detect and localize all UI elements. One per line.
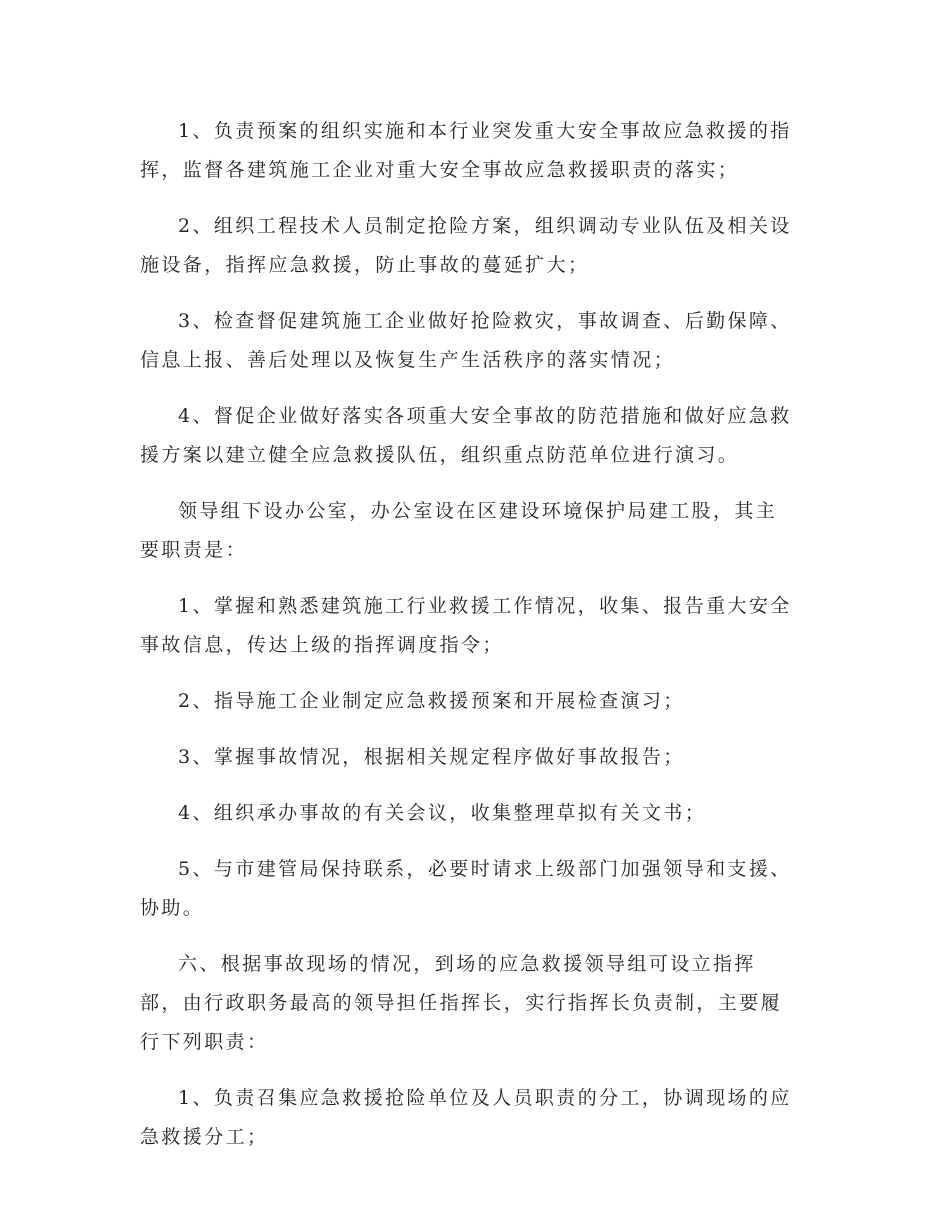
paragraph (140, 850, 808, 928)
paragraph-line: 行下列职责： (140, 1031, 269, 1053)
paragraph-line: 事故信息，传达上级的指挥调度指令； (140, 634, 504, 656)
paragraph-line: 5、与市建管局保持联系，必要时请求上级部门加强领导和支援、 (178, 858, 792, 880)
paragraph (140, 207, 808, 285)
paragraph-line: 3、检查督促建筑施工企业做好抢险救灾，事故调查、后勤保障、 (178, 310, 792, 332)
paragraph-line: 六、根据事故现场的情况，到场的应急救援领导组可设立指挥 (178, 953, 756, 975)
paragraph-line: 施设备，指挥应急救援，防止事故的蔓延扩大； (140, 254, 590, 276)
document-body (140, 112, 808, 1174)
paragraph (140, 397, 808, 475)
paragraph (140, 492, 808, 570)
paragraph (140, 587, 808, 665)
paragraph-line: 信息上报、善后处理以及恢复生产生活秩序的落实情况； (140, 349, 676, 371)
paragraph-line: 2、组织工程技术人员制定抢险方案，组织调动专业队伍及相关设 (178, 215, 792, 237)
paragraph (140, 1079, 808, 1157)
paragraph-line: 3、掌握事故情况，根据相关规定程序做好事故报告； (178, 746, 685, 768)
paragraph-line: 部，由行政职务最高的领导担任指挥长，实行指挥长负责制，主要履 (140, 992, 783, 1014)
paragraph-line: 挥，监督各建筑施工企业对重大安全事故应急救援职责的落实； (140, 159, 740, 181)
paragraph-line: 急救援分工； (140, 1126, 269, 1148)
paragraph (140, 682, 808, 721)
paragraph-line: 1、掌握和熟悉建筑施工行业救援工作情况，收集、报告重大安全 (178, 595, 792, 617)
paragraph-line: 2、指导施工企业制定应急救援预案和开展检查演习； (178, 690, 685, 712)
paragraph-line: 领导组下设办公室，办公室设在区建设环境保护局建工股，其主 (178, 500, 778, 522)
paragraph-line: 1、负责预案的组织实施和本行业突发重大安全事故应急救援的指 (178, 120, 792, 142)
paragraph (140, 112, 808, 190)
paragraph-line: 要职责是： (140, 539, 248, 561)
paragraph (140, 738, 808, 777)
paragraph-line: 援方案以建立健全应急救援队伍，组织重点防范单位进行演习。 (140, 444, 740, 466)
paragraph (140, 794, 808, 833)
paragraph-line: 4、组织承办事故的有关会议，收集整理草拟有关文书； (178, 802, 707, 824)
paragraph-line: 1、负责召集应急救援抢险单位及人员职责的分工，协调现场的应 (178, 1087, 792, 1109)
paragraph (140, 945, 808, 1062)
paragraph-line: 4、督促企业做好落实各项重大安全事故的防范措施和做好应急救 (178, 405, 792, 427)
paragraph-line: 协助。 (140, 897, 205, 919)
paragraph (140, 302, 808, 380)
